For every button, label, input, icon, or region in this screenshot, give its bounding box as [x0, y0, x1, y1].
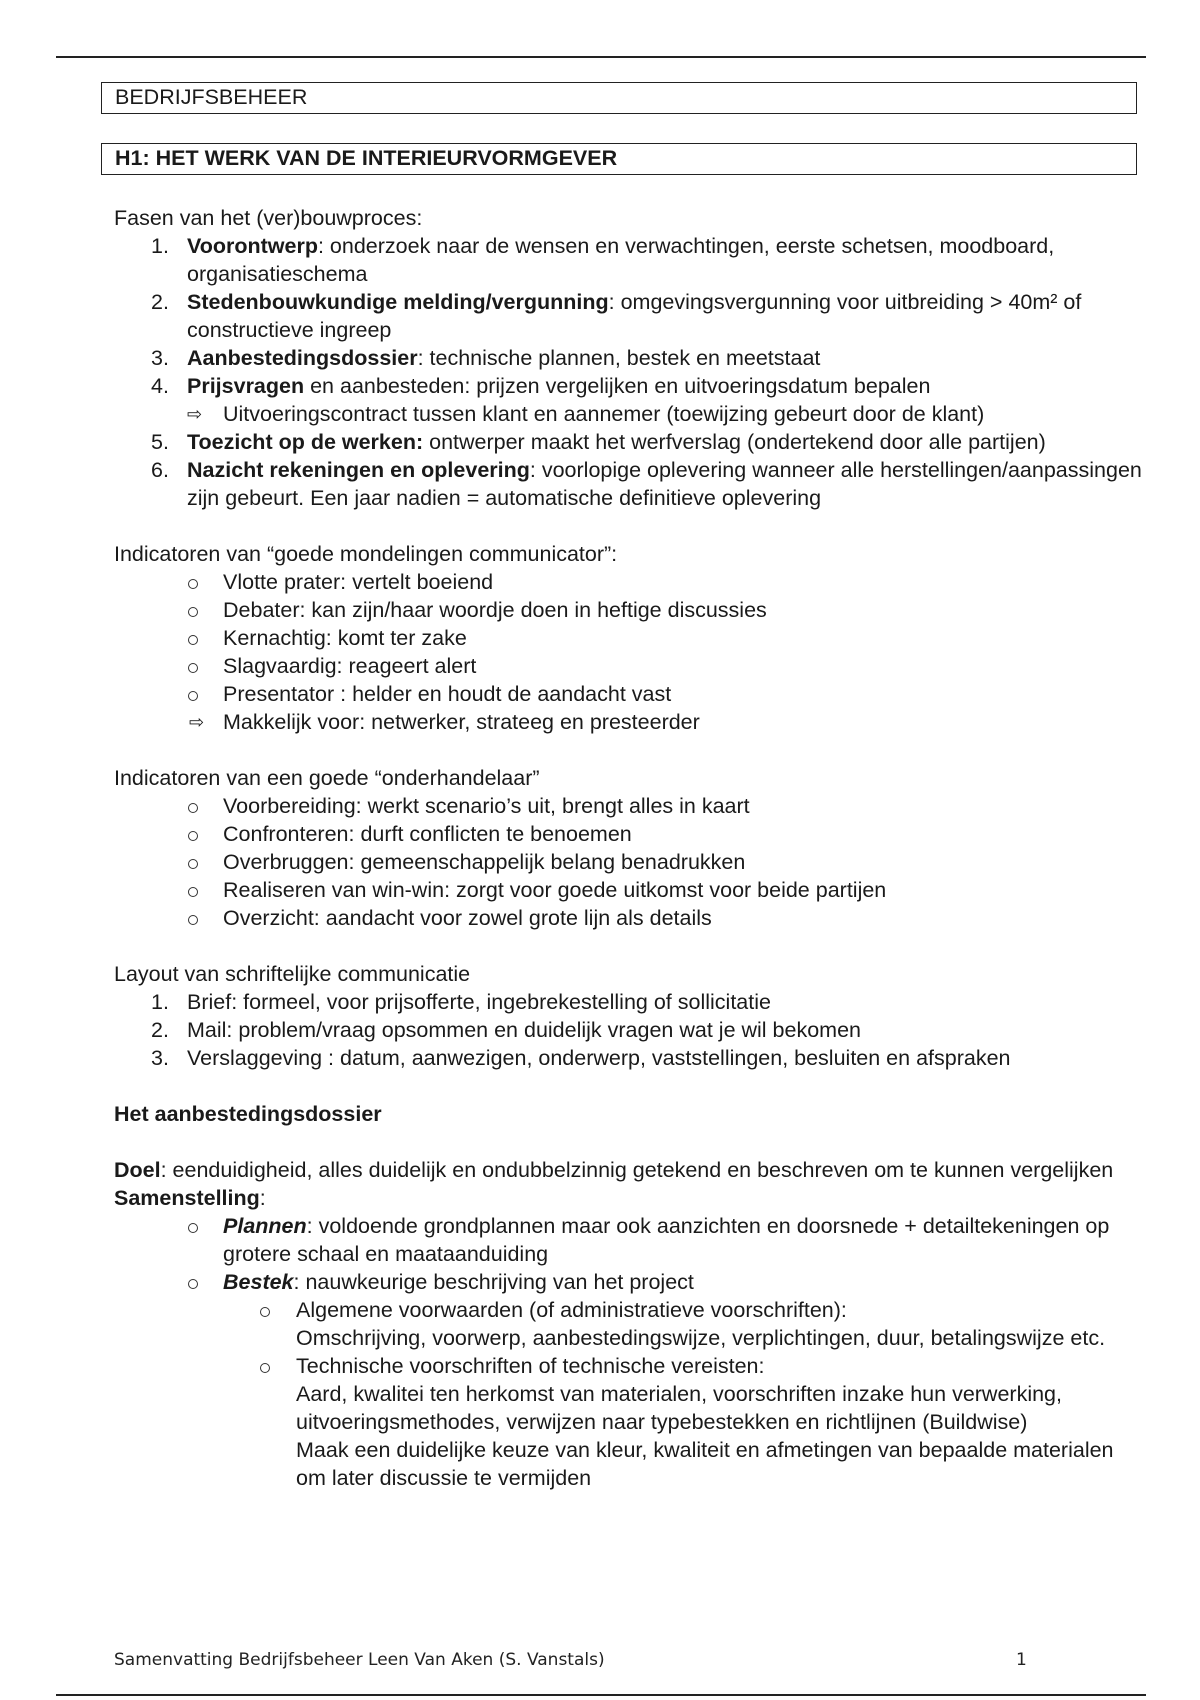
samenstelling-list	[114, 1212, 1144, 1296]
sub-item-title: Algemene voorwaarden (of administratieve voorschriften):	[296, 1298, 847, 1322]
list-number: 6.	[151, 458, 169, 482]
circle-bullet-icon	[188, 607, 198, 617]
phase-description: : omgevingsvergunning voor uitbreiding > 40m² of constructieve ingreep	[187, 290, 1082, 342]
bestek-label: Bestek	[223, 1270, 294, 1294]
page-number: 1	[1016, 1650, 1027, 1670]
item-text: Brief: formeel, voor prijsofferte, ingebrekestelling of sollicitatie	[187, 990, 771, 1014]
circle-bullet-icon	[188, 1279, 198, 1289]
onderhandelaar-intro: Indicatoren van een goede “onderhandelaar”	[114, 766, 540, 790]
circle-bullet-icon	[188, 579, 198, 589]
list-item	[114, 820, 1144, 848]
phase-name: Stedenbouwkundige melding/vergunning	[187, 290, 609, 314]
list-item	[114, 288, 1144, 344]
item-text: Overzicht: aandacht voor zowel grote lijn als details	[223, 906, 712, 930]
list-item	[114, 1352, 1144, 1492]
doel-paragraph	[114, 1156, 1144, 1184]
list-number: 1.	[151, 234, 169, 258]
section-heading-text: Het aanbestedingsdossier	[114, 1102, 382, 1126]
fasen-list-continued	[114, 428, 1144, 512]
list-item	[114, 372, 1144, 400]
sub-item-text: Maak een duidelijke keuze van kleur, kwaliteit en afmetingen van bepaalde materialen om later discussie te vermijden	[296, 1438, 1114, 1490]
sub-item-title: Technische voorschriften of technische vereisten:	[296, 1354, 765, 1378]
phase-description: ontwerper maakt het werfverslag (ondertekend door alle partijen)	[423, 430, 1046, 454]
list-number: 2.	[151, 1018, 169, 1042]
item-text: Kernachtig: komt ter zake	[223, 626, 467, 650]
list-item	[114, 232, 1144, 288]
item-text: Vlotte prater: vertelt boeiend	[223, 570, 494, 594]
item-text: Confronteren: durft conflicten te benoemen	[223, 822, 632, 846]
item-text: Debater: kan zijn/haar woordje doen in heftige discussies	[223, 598, 767, 622]
arrow-text: Makkelijk voor: netwerker, strateeg en presteerder	[223, 710, 700, 734]
arrow-icon: ⇨	[187, 404, 203, 424]
communicator-list	[114, 568, 1144, 708]
list-item	[114, 344, 1144, 372]
subject-title: BEDRIJFSBEHEER	[115, 85, 308, 109]
phase-name: Prijsvragen	[187, 374, 305, 398]
item-text: Voorbereiding: werkt scenario’s uit, brengt alles in kaart	[223, 794, 750, 818]
chapter-title: H1: HET WERK VAN DE INTERIEURVORMGEVER	[115, 146, 618, 170]
circle-bullet-icon	[188, 831, 198, 841]
circle-bullet-icon	[260, 1363, 270, 1373]
list-number: 4.	[151, 374, 169, 398]
circle-bullet-icon	[188, 859, 198, 869]
item-text: Realiseren van win-win: zorgt voor goede uitkomst voor beide partijen	[223, 878, 887, 902]
phase-name: Aanbestedingsdossier	[187, 346, 418, 370]
document-body	[114, 204, 1144, 1492]
circle-bullet-icon	[188, 887, 198, 897]
list-item	[114, 904, 1144, 932]
item-text: Overbruggen: gemeenschappelijk belang benadrukken	[223, 850, 746, 874]
footer-text: Samenvatting Bedrijfsbeheer Leen Van Aken (S. Vanstals)	[114, 1650, 605, 1670]
plannen-text: : voldoende grondplannen maar ook aanzichten en doorsnede + detailtekeningen op grotere schaal en maataanduiding	[223, 1214, 1110, 1266]
list-number: 3.	[151, 346, 169, 370]
list-item	[114, 1296, 1144, 1352]
circle-bullet-icon	[188, 1223, 198, 1233]
item-text: Slagvaardig: reageert alert	[223, 654, 477, 678]
section-heading	[114, 1100, 1144, 1128]
list-number: 3.	[151, 1046, 169, 1070]
list-item	[114, 456, 1144, 512]
phase-description: : voorlopige oplevering wanneer alle herstellingen/aanpassingen zijn gebeurt. Een jaar nadien = automatische definitieve oplevering	[187, 458, 1142, 510]
circle-bullet-icon	[260, 1307, 270, 1317]
page-footer	[114, 1650, 1044, 1670]
samenstelling-colon: :	[259, 1186, 266, 1210]
list-item	[114, 428, 1144, 456]
arrow-note	[114, 708, 1144, 736]
list-item	[114, 1268, 1144, 1296]
list-item	[114, 876, 1144, 904]
samenstelling-label: Samenstelling	[114, 1186, 260, 1210]
phase-description: en aanbesteden: prijzen vergelijken en uitvoeringsdatum bepalen	[304, 374, 931, 398]
list-number: 1.	[151, 990, 169, 1014]
list-item	[114, 1044, 1144, 1072]
list-item	[114, 652, 1144, 680]
sub-item-text: Aard, kwalitei ten herkomst van materialen, voorschriften inzake hun verwerking, uitvoeringsmethodes, verwijzen naar typebestekken en richtlijnen (Buildwise)	[296, 1382, 1062, 1434]
bottom-rule	[56, 1694, 1146, 1696]
item-text: Verslaggeving : datum, aanwezigen, onderwerp, vaststellingen, besluiten en afspraken	[187, 1046, 1011, 1070]
phase-name: Voorontwerp	[187, 234, 318, 258]
bestek-sublist	[114, 1296, 1144, 1492]
bestek-text: : nauwkeurige beschrijving van het project	[293, 1270, 694, 1294]
circle-bullet-icon	[188, 915, 198, 925]
phase-name: Nazicht rekeningen en oplevering	[187, 458, 530, 482]
doel-label: Doel	[114, 1158, 161, 1182]
arrow-text: Uitvoeringscontract tussen klant en aannemer (toewijzing gebeurt door de klant)	[223, 402, 985, 426]
list-number: 5.	[151, 430, 169, 454]
phase-description: : technische plannen, bestek en meetstaat	[417, 346, 821, 370]
plannen-label: Plannen	[223, 1214, 307, 1238]
list-item	[114, 624, 1144, 652]
circle-bullet-icon	[188, 663, 198, 673]
phase-name: Toezicht op de werken:	[187, 430, 424, 454]
list-item	[114, 596, 1144, 624]
list-item	[114, 1212, 1144, 1268]
phase-description: : onderzoek naar de wensen en verwachtingen, eerste schetsen, moodboard, organisatieschema	[187, 234, 1055, 286]
layout-intro: Layout van schriftelijke communicatie	[114, 962, 471, 986]
samenstelling-paragraph	[114, 1184, 1144, 1212]
layout-list	[114, 988, 1144, 1072]
arrow-note	[114, 400, 1144, 428]
list-item	[114, 792, 1144, 820]
list-item	[114, 848, 1144, 876]
chapter-box	[101, 143, 1137, 175]
onderhandelaar-list	[114, 792, 1144, 932]
list-number: 2.	[151, 290, 169, 314]
list-item	[114, 1016, 1144, 1044]
sub-item-text: Omschrijving, voorwerp, aanbestedingswijze, verplichtingen, duur, betalingswijze etc.	[296, 1326, 1106, 1350]
item-text: Mail: problem/vraag opsommen en duidelijk vragen wat je wil bekomen	[187, 1018, 861, 1042]
item-text: Presentator : helder en houdt de aandacht vast	[223, 682, 672, 706]
list-item	[114, 680, 1144, 708]
circle-bullet-icon	[188, 691, 198, 701]
circle-bullet-icon	[188, 803, 198, 813]
communicator-intro: Indicatoren van “goede mondelingen communicator”:	[114, 542, 618, 566]
doel-text: : eenduidigheid, alles duidelijk en ondubbelzinnig getekend en beschreven om te kunnen vergelijken	[160, 1158, 1114, 1182]
top-rule	[56, 56, 1146, 58]
list-item	[114, 568, 1144, 596]
fasen-intro: Fasen van het (ver)bouwproces:	[114, 206, 423, 230]
list-item	[114, 988, 1144, 1016]
circle-bullet-icon	[188, 635, 198, 645]
fasen-list	[114, 232, 1144, 400]
subject-box	[101, 82, 1137, 114]
arrow-icon: ⇨	[189, 712, 205, 732]
